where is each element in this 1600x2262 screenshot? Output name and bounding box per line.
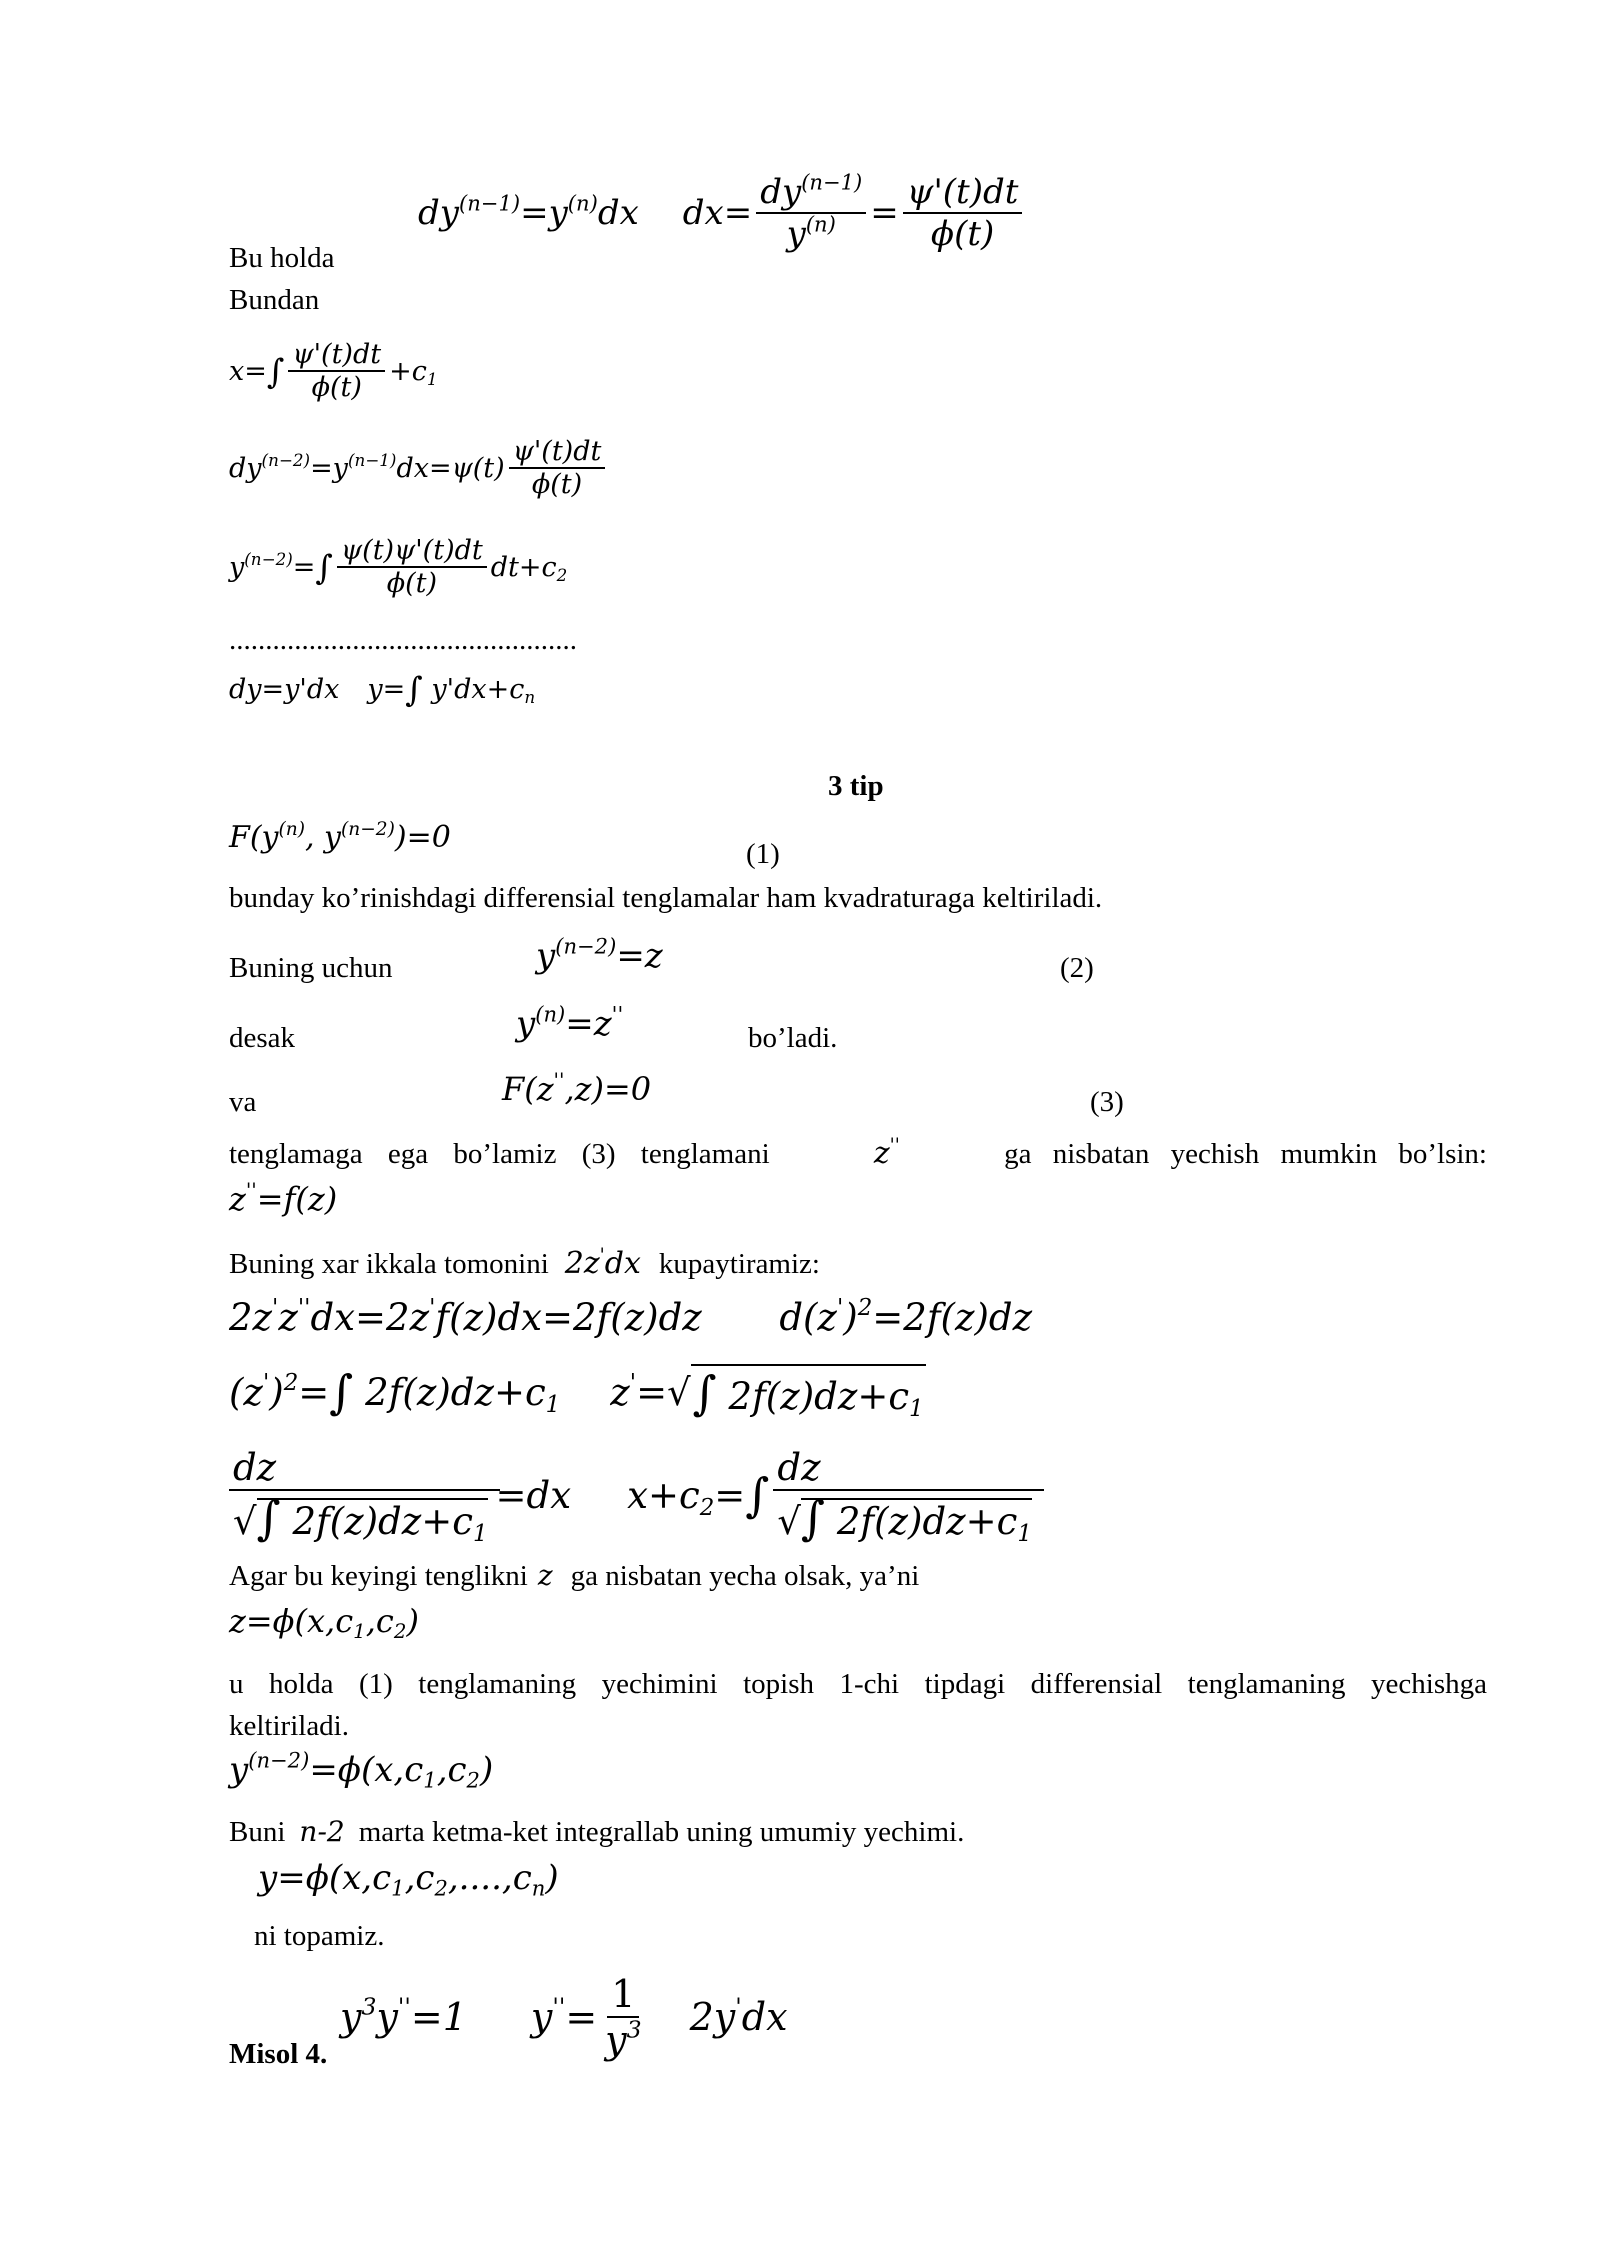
text-desak: desak: [229, 1022, 296, 1054]
text-kupaytiramiz: kupaytiramiz:: [658, 1248, 820, 1280]
formula-z-phi: $z=\phi(x,c_1,c_2)$: [229, 1602, 419, 1643]
text-u-holda-line2: keltiriladi.: [229, 1710, 349, 1742]
text-bunday: bunday ko’rinishdagi differensial tenglamalar ham kvadraturaga keltiriladi.: [229, 882, 1103, 914]
formula-long1: 2z'z''dx=2z'f(z)dx=2f(z)dz $d(z')^2=2f(z)dz$: [229, 1295, 1033, 1339]
formula-long2: $(z')^2=$ ∫ $2f(z)dz+c_1$ z'= √ ∫ $2f(z)dz+c_1$: [229, 1365, 924, 1422]
text-buning-xar: Buning xar ikkala tomonini: [229, 1248, 549, 1280]
text-buni-1: Buni: [229, 1816, 286, 1848]
text-agar-1: Agar bu keyingi tenglikni: [229, 1560, 528, 1592]
formula-misol: $y^3y''=1$ y''= $\frac{1}{y^3}$ 2y'dx: [340, 1972, 788, 2062]
formula-top: [418, 158, 1026, 268]
text-buning-xar-line: [229, 1246, 820, 1282]
formula-long3: $\frac{dz}{√\int 2f(z)dz+c_1}$ =dx $x+c_2=$ ∫ $\frac{dz}{√\int 2f(z)dz+c_1}$: [229, 1430, 1040, 1560]
formula-yn2-phi: $y^{(n-2)}=\phi(x,c_1,c_2)$: [229, 1747, 494, 1793]
text-boladi: bo’ladi.: [748, 1022, 838, 1054]
formula-z-dd: $y^{(n)}=z''$: [516, 1001, 624, 1044]
text-bundan: Bundan: [229, 284, 320, 316]
formula-top-middle: dx=: [682, 193, 753, 233]
text-buni-2: marta ketma-ket integrallab uning umumiy yechimi.: [358, 1816, 965, 1848]
text-misol: Misol 4.: [229, 2038, 328, 2070]
text-buni-n: n-2: [299, 1815, 345, 1848]
text-tenglamaga-line: [229, 1136, 1487, 1172]
symbol-zpp: z'': [873, 1134, 900, 1171]
text-va: va: [229, 1086, 257, 1118]
text-ga-nisbatan: ga nisbatan yechish mumkin bo’lsin:: [1004, 1138, 1487, 1170]
formula-top-frac1: $\frac{dy^{(n-1)}}{y^{(n)}}$: [756, 172, 866, 254]
text-buni-line: [229, 1814, 964, 1850]
formula-top-left: $dy^{(n-1)}=y^{(n)}dx$: [418, 190, 639, 233]
formula-F3: F(z'',z)=0: [502, 1069, 652, 1108]
text-agar-line: [229, 1558, 919, 1594]
formula-dy-n2: $dy^{(n-2)}=y^{(n-1)}dx=\psi(t)$ $\frac{\psi'(t)dt}{\phi(t)}$: [229, 423, 609, 513]
eq3-label: (3): [1090, 1086, 1124, 1118]
text-u-holda-line1: u holda (1) tenglamaning yechimini topish 1-chi tipdagi differensial tenglamaning yechishga: [229, 1668, 1487, 1700]
text-tenglamaga: tenglamaga ega bo’lamiz (3) tenglamani: [229, 1138, 770, 1170]
text-buning-uchun: Buning uchun: [229, 952, 393, 984]
text-agar-2: ga nisbatan yecha olsak, ya’ni: [570, 1560, 920, 1592]
formula-z-sub: $y^{(n-2)}=z$: [536, 933, 663, 976]
formula-y-n2: $y^{(n-2)}=$ ∫ $\frac{\psi(t)\psi'(t)dt}{\phi(t)}$ $dt+c_2$: [229, 535, 568, 599]
text-bu-holda: Bu holda: [229, 242, 335, 274]
heading-3tip: 3 tip: [828, 770, 884, 802]
formula-zpp-eq: z''=f(z): [229, 1179, 338, 1218]
eq2-label: (2): [1060, 952, 1094, 984]
text-ni-topamiz: ni topamiz.: [254, 1920, 385, 1952]
formula-F1: $F(y^{(n)}$, $y^{(n-2)})=0$: [229, 818, 451, 855]
text-agar-z: z: [537, 1559, 553, 1592]
text-dots: ................................................: [229, 624, 577, 656]
formula-top-frac2: $\frac{\psi'(t)dt}{\phi(t)}$: [903, 172, 1023, 254]
formula-2zdx: 2z'dx: [564, 1244, 641, 1281]
formula-top-eq: =: [870, 193, 899, 233]
formula-x-int: x= ∫ $\frac{\psi'(t)dt}{\phi(t)}$ $+c_1$: [229, 339, 438, 403]
eq1-label: (1): [746, 838, 780, 870]
formula-y-general: $y=\phi(x,c_1,c_2,....,c_n)$: [258, 1858, 559, 1901]
formula-dy-final: dy=y'dx y= ∫ $y'dx+c_n$: [229, 669, 536, 709]
